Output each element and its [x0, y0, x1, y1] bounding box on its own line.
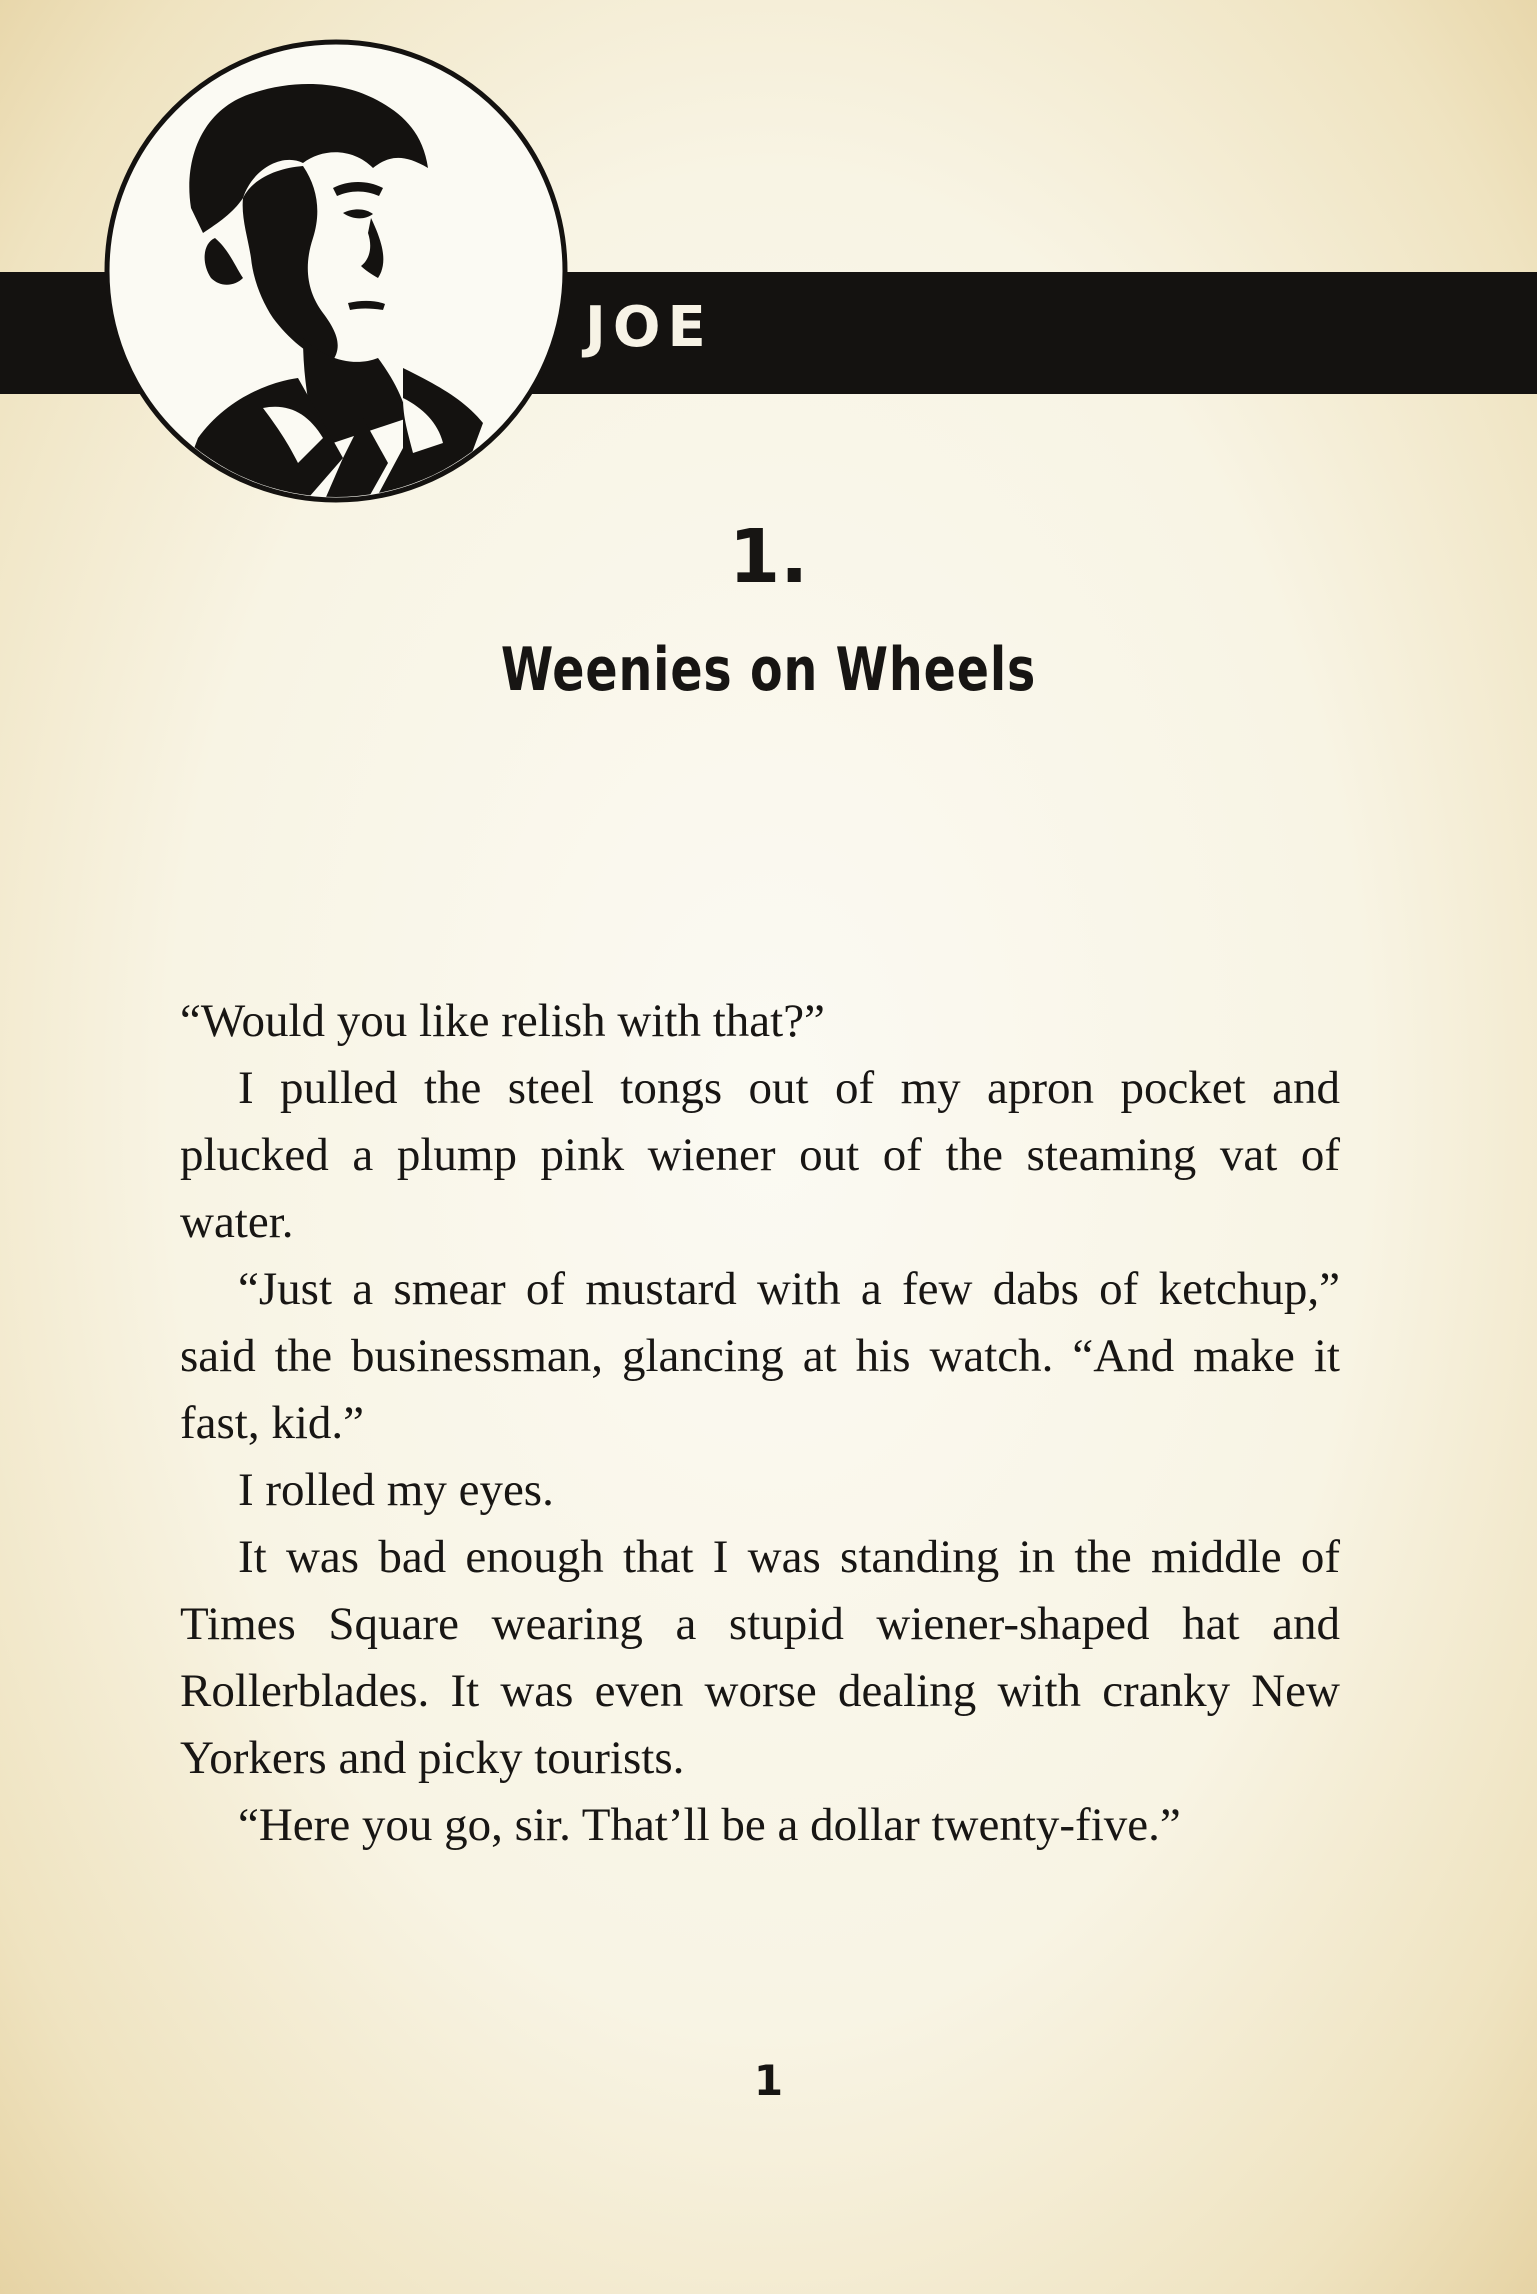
page-number: 1 — [753, 2056, 784, 2105]
body-paragraph: I rolled my eyes. — [238, 1464, 554, 1516]
chapter-number: 1. — [728, 514, 809, 600]
chapter-body-text — [180, 988, 1340, 1859]
body-paragraph: “Here you go, sir. That’ll be a dollar twenty-five.” — [238, 1799, 1181, 1851]
body-paragraph: It was bad enough that I was standing in the middle of Times Square wearing a stupid wiener-shaped hat and Rollerblades. It was even worse dealing with cranky New Yorkers and picky tourists. — [180, 1531, 1340, 1784]
character-name-label: JOE — [585, 295, 713, 360]
character-portrait-illustration — [103, 38, 569, 504]
chapter-title: Weenies on Wheels — [500, 635, 1037, 705]
body-paragraph: “Would you like relish with that?” — [180, 995, 825, 1047]
body-paragraph: “Just a smear of mustard with a few dabs of ketchup,” said the businessman, glancing at his watch. “And make it fast, kid.” — [180, 1263, 1340, 1449]
body-paragraph: I pulled the steel tongs out of my apron pocket and plucked a plump pink wiener out of the steaming vat of water. — [180, 1062, 1340, 1248]
